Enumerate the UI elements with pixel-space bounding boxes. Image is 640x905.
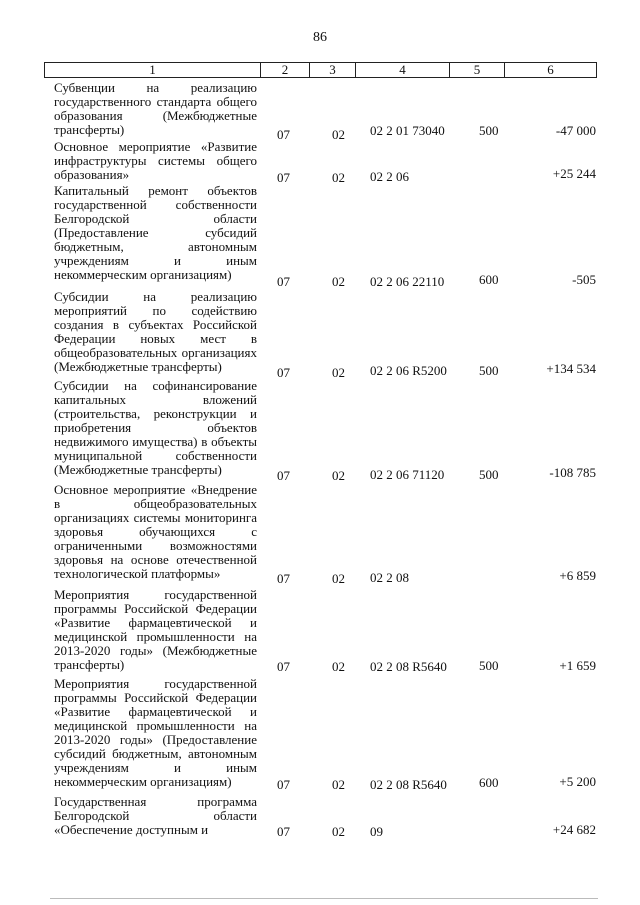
row-expense-type: 500 [479, 123, 499, 138]
row-subsection: 02 [332, 274, 345, 289]
row-description: Мероприятия государственной программы Российской Федерации «Развитие фармацевтической и медицинской промышленности на 2013-2020 годы» (Предоставление субсидий бюджетным, автономным учреждениям и иным некоммерческим организациям) [54, 676, 257, 789]
row-subsection: 02 [332, 170, 345, 185]
row-section: 07 [277, 127, 290, 142]
row-subsection: 02 [332, 659, 345, 674]
row-section: 07 [277, 365, 290, 380]
page-number: 86 [313, 30, 327, 45]
row-section: 07 [277, 824, 290, 839]
row-amount: -505 [572, 272, 596, 287]
row-subsection: 02 [332, 365, 345, 380]
row-description: Основное мероприятие «Внедрение в общеобразовательных организациях системы мониторинга здоровья обучающихся с ограниченными возможностями здоровья на основе отечественной технологической платформы» [54, 482, 257, 581]
row-amount: -47 000 [555, 123, 596, 138]
row-subsection: 02 [332, 571, 345, 586]
row-expense-type: 500 [479, 467, 499, 482]
row-amount: +24 682 [552, 822, 596, 837]
row-section: 07 [277, 571, 290, 586]
header-col-4: 4 [356, 63, 450, 77]
row-amount: +5 200 [559, 774, 596, 789]
row-amount: +6 859 [559, 568, 596, 583]
row-expense-type: 600 [479, 775, 499, 790]
row-description: Субсидии на реализацию мероприятий по содействию создания в субъектах Российской Федерации новых мест в общеобразовательных организациях (Межбюджетные трансферты) [54, 289, 257, 374]
row-target-article: 02 2 06 R5200 [370, 363, 447, 378]
row-expense-type: 500 [479, 658, 499, 673]
table-header [44, 62, 597, 78]
row-target-article: 02 2 06 [370, 169, 409, 184]
row-expense-type: 600 [479, 272, 499, 287]
row-subsection: 02 [332, 468, 345, 483]
row-section: 07 [277, 468, 290, 483]
header-col-1: 1 [45, 63, 261, 77]
row-description: Субвенции на реализацию государственного стандарта общего образования (Межбюджетные трансферты) [54, 80, 257, 137]
row-section: 07 [277, 274, 290, 289]
row-expense-type: 500 [479, 363, 499, 378]
row-subsection: 02 [332, 127, 345, 142]
row-target-article: 09 [370, 824, 383, 839]
row-target-article: 02 2 06 71120 [370, 467, 445, 482]
row-description: Государственная программа Белгородской области «Обеспечение доступным и [54, 794, 257, 837]
row-description: Капитальный ремонт объектов государственной собственности Белгородской области (Предоставление субсидий бюджетным, автономным учреждениям и иным некоммерческим организациям) [54, 183, 257, 282]
header-col-6: 6 [547, 62, 554, 77]
row-subsection: 02 [332, 824, 345, 839]
header-col-2: 2 [261, 63, 310, 77]
row-amount: +134 534 [546, 361, 596, 376]
row-target-article: 02 2 06 22110 [370, 274, 445, 289]
row-section: 07 [277, 777, 290, 792]
row-target-article: 02 2 08 R5640 [370, 777, 447, 792]
row-amount: +25 244 [552, 166, 596, 181]
row-description: Мероприятия государственной программы Российской Федерации «Развитие фармацевтической и медицинской промышленности на 2013-2020 годы» (Межбюджетные трансферты) [54, 587, 257, 672]
row-target-article: 02 2 08 [370, 570, 409, 585]
row-target-article: 02 2 01 73040 [370, 123, 445, 138]
bottom-divider [50, 898, 598, 899]
row-description: Субсидии на софинансирование капитальных вложений (строительства, реконструкции и приобретения объектов недвижимого имущества) в объекты муниципальной собственности (Межбюджетные трансферты) [54, 378, 257, 477]
header-col-5: 5 [450, 63, 505, 77]
row-section: 07 [277, 659, 290, 674]
row-amount: -108 785 [549, 465, 596, 480]
row-amount: +1 659 [559, 658, 596, 673]
header-col-3: 3 [310, 63, 356, 77]
row-target-article: 02 2 08 R5640 [370, 659, 447, 674]
row-description: Основное мероприятие «Развитие инфраструктуры системы общего образования» [54, 139, 257, 182]
row-subsection: 02 [332, 777, 345, 792]
row-section: 07 [277, 170, 290, 185]
